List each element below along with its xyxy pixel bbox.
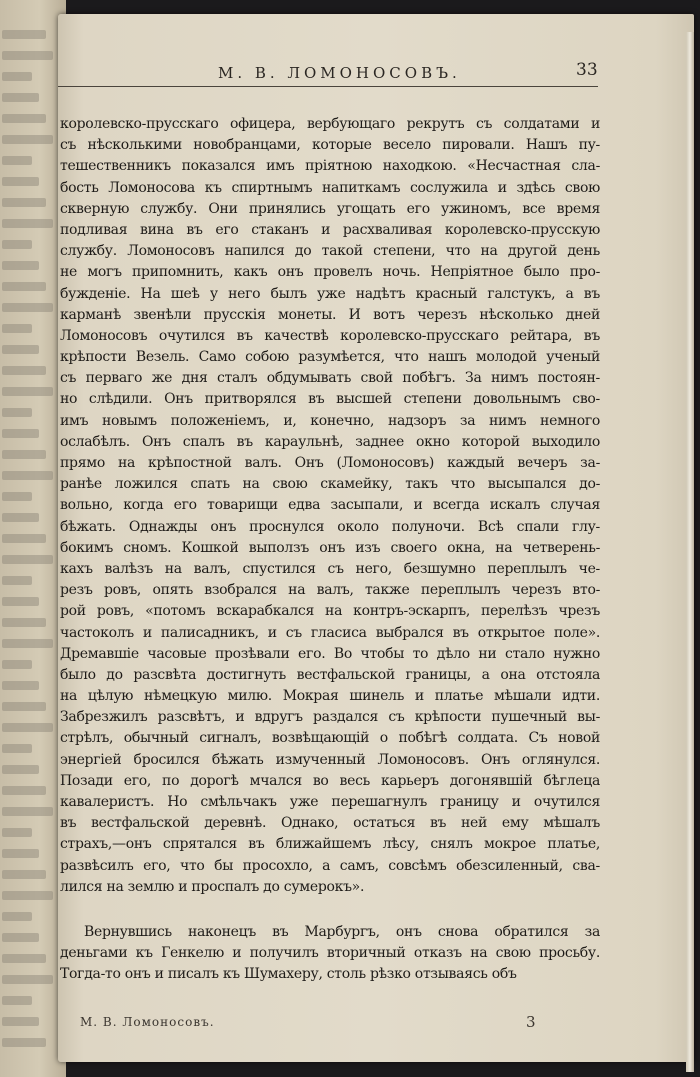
- previous-page-text-smudge: [2, 303, 53, 312]
- signature-number: 3: [526, 1013, 536, 1031]
- previous-page-text-smudge: [2, 681, 39, 690]
- page-edge: [686, 32, 694, 1072]
- text-line: не могъ припомнить, какъ онъ провелъ ночь. Непріятное было про-: [60, 264, 600, 281]
- text-line: бѣжать. Однажды онъ проснулся около полуночи. Всѣ спали глу-: [60, 518, 600, 535]
- page-number: 33: [576, 60, 598, 80]
- text-line: Ломоносовъ очутился въ качествѣ королевско-прусскаго рейтара, въ: [60, 327, 600, 344]
- page-header: [0, 42, 700, 86]
- text-line: съ нѣсколькими новобранцами, которые весело пировали. Нашъ пу-: [60, 137, 600, 154]
- previous-page-text-smudge: [2, 366, 46, 375]
- previous-page-text-smudge: [2, 954, 46, 963]
- previous-page-text-smudge: [2, 849, 39, 858]
- previous-page-text-smudge: [2, 429, 39, 438]
- paragraph-2: [60, 922, 600, 986]
- text-line: стрѣлъ, обычный сигналъ, возвѣщающій о побѣгѣ солдата. Съ новой: [60, 730, 600, 747]
- previous-page-text-smudge: [2, 324, 32, 333]
- previous-page-text-smudge: [2, 387, 53, 396]
- previous-page-text-smudge: [2, 996, 32, 1005]
- text-line: на цѣлую нѣмецкую милю. Мокрая шинель и платье мѣшали идти.: [60, 688, 600, 705]
- previous-page-text-smudge: [2, 156, 32, 165]
- previous-page-text-smudge: [2, 891, 53, 900]
- previous-page-text-smudge: [2, 618, 46, 627]
- text-line: Тогда-то онъ и писалъ къ Шумахеру, столь рѣзко отзываясь объ: [60, 966, 517, 983]
- previous-page-text-smudge: [2, 135, 53, 144]
- previous-page-text-smudge: [2, 513, 39, 522]
- page-body: [60, 114, 600, 986]
- text-line: вольно, когда его товарищи едва засыпали, и всегда искалъ случая: [60, 497, 600, 514]
- previous-page-text-smudge: [2, 786, 46, 795]
- previous-page-text-smudge: [2, 807, 53, 816]
- previous-page-text-smudge: [2, 261, 39, 270]
- text-line: Вернувшись наконецъ въ Марбургъ, онъ снова обратился за: [84, 923, 600, 940]
- previous-page-text-smudge: [2, 702, 46, 711]
- previous-page-text-smudge: [2, 597, 39, 606]
- previous-page-text-smudge: [2, 765, 39, 774]
- previous-page-text-smudge: [2, 471, 53, 480]
- previous-page-text-smudge: [2, 660, 32, 669]
- text-line: карманѣ звенѣли прусскія монеты. И вотъ черезъ нѣсколько дней: [60, 306, 600, 323]
- previous-page-text-smudge: [2, 534, 46, 543]
- text-line: резъ ровъ, опять взобрался на валъ, также переплылъ черезъ вто-: [60, 582, 600, 599]
- previous-page-text-smudge: [2, 177, 39, 186]
- previous-page-text-smudge: [2, 744, 32, 753]
- text-line: крѣпости Везель. Само собою разумѣется, что нашъ молодой ученый: [60, 349, 600, 366]
- text-line: энергіей бросился бѣжать измученный Ломоносовъ. Онъ оглянулся.: [60, 751, 600, 768]
- text-line: въ вестфальской деревнѣ. Однако, остаться въ ней ему мѣшалъ: [60, 815, 600, 832]
- text-line: кавалеристъ. Но смѣльчакъ уже перешагнулъ границу и очутился: [60, 794, 600, 810]
- previous-page-edge: [0, 0, 66, 1077]
- previous-page-text-smudge: [2, 492, 32, 501]
- text-line: лился на землю и проспалъ до сумерокъ».: [60, 878, 365, 895]
- page-footer: [0, 1015, 700, 1039]
- previous-page-text-smudge: [2, 198, 46, 207]
- text-line: рой ровъ, «потомъ вскарабкался на контръ-эскарпъ, перелѣзъ чрезъ: [60, 603, 600, 620]
- header-rule: [58, 86, 598, 87]
- previous-page-text-smudge: [2, 912, 32, 921]
- previous-page-text-smudge: [2, 576, 32, 585]
- text-line: скверную службу. Они принялись угощать его ужиномъ, все время: [60, 200, 600, 217]
- previous-page-text-smudge: [2, 219, 53, 228]
- text-line: подливая вина въ его стаканъ и расхваливая королевско-прусскую: [60, 221, 600, 238]
- text-line: прямо на крѣпостной валъ. Онъ (Ломоносовъ) каждый вечеръ за-: [60, 455, 600, 471]
- previous-page-text-smudge: [2, 870, 46, 879]
- text-line: съ перваго же дня сталъ обдумывать свой побѣгъ. За нимъ постоян-: [60, 370, 600, 387]
- text-line: имъ новымъ положеніемъ, и, конечно, надзоръ за нимъ немного: [60, 412, 600, 429]
- text-line: страхъ,—онъ спрятался въ ближайшемъ лѣсу, снялъ мокрое платье,: [60, 836, 600, 853]
- text-line: ослабѣлъ. Онъ спалъ въ караульнѣ, заднее окно которой выходило: [60, 433, 600, 450]
- running-title: М. В. ЛОМОНОСОВЪ.: [218, 64, 461, 82]
- previous-page-text-smudge: [2, 933, 39, 942]
- text-line: бужденіе. На шеѣ у него былъ уже надѣтъ красный галстукъ, а въ: [60, 285, 600, 302]
- text-line: королевско-прусскаго офицера, вербующаго рекрутъ съ солдатами и: [60, 116, 600, 132]
- previous-page-text-smudge: [2, 828, 32, 837]
- previous-page-text-smudge: [2, 639, 53, 648]
- text-line: было до разсвѣта достигнуть вестфальской границы, а она отстояла: [60, 666, 600, 683]
- previous-page-text-smudge: [2, 975, 53, 984]
- previous-page-text-smudge: [2, 723, 53, 732]
- previous-page-text-smudge: [2, 555, 53, 564]
- text-line: деньгами къ Генкелю и получилъ вторичный отказъ на свою просьбу.: [60, 945, 600, 962]
- previous-page-text-smudge: [2, 240, 32, 249]
- text-line: бокимъ сномъ. Кошкой выползъ онъ изъ своего окна, на четверень-: [60, 539, 600, 556]
- text-line: частоколъ и палисадникъ, и съ гласиса выбрался въ открытое поле».: [60, 624, 600, 641]
- text-line: бость Ломоносова къ спиртнымъ напиткамъ сослужила и здѣсь свою: [60, 179, 600, 196]
- previous-page-text-smudge: [2, 408, 32, 417]
- previous-page-text-smudge: [2, 1038, 46, 1047]
- text-line: но слѣдили. Онъ притворялся въ высшей степени довольнымъ сво-: [60, 391, 600, 408]
- previous-page-text-smudge: [2, 345, 39, 354]
- text-line: Позади его, по дорогѣ мчался во весь карьеръ догонявшій бѣглеца: [60, 772, 600, 789]
- previous-page-text-smudge: [2, 282, 46, 291]
- text-line: кахъ валѣзъ на валъ, спустился съ него, безшумно переплылъ че-: [60, 560, 600, 577]
- text-line: ранѣе ложился спать на свою скамейку, такъ что высыпался до-: [60, 476, 600, 493]
- previous-page-text-smudge: [2, 30, 46, 39]
- text-line: Дремавшіе часовые прозѣвали его. Во чтобы то дѣло ни стало нужно: [60, 645, 600, 662]
- previous-page-text-smudge: [2, 450, 46, 459]
- paragraph-1: [60, 114, 600, 898]
- text-line: службу. Ломоносовъ напился до такой степени, что на другой день: [60, 243, 600, 260]
- previous-page-text-smudge: [2, 114, 46, 123]
- signature-title: М. В. Ломоносовъ.: [80, 1015, 215, 1029]
- previous-page-text-smudge: [2, 93, 39, 102]
- paragraph-gap: [60, 898, 600, 922]
- text-line: тешественникъ показался имъ пріятною находкою. «Несчастная сла-: [60, 158, 600, 175]
- text-line: Забрезжилъ разсвѣтъ, и вдругъ раздался съ крѣпости пушечный вы-: [60, 709, 600, 726]
- text-line: развѣсилъ его, что бы просохло, а самъ, совсѣмъ обезсиленный, сва-: [60, 857, 600, 874]
